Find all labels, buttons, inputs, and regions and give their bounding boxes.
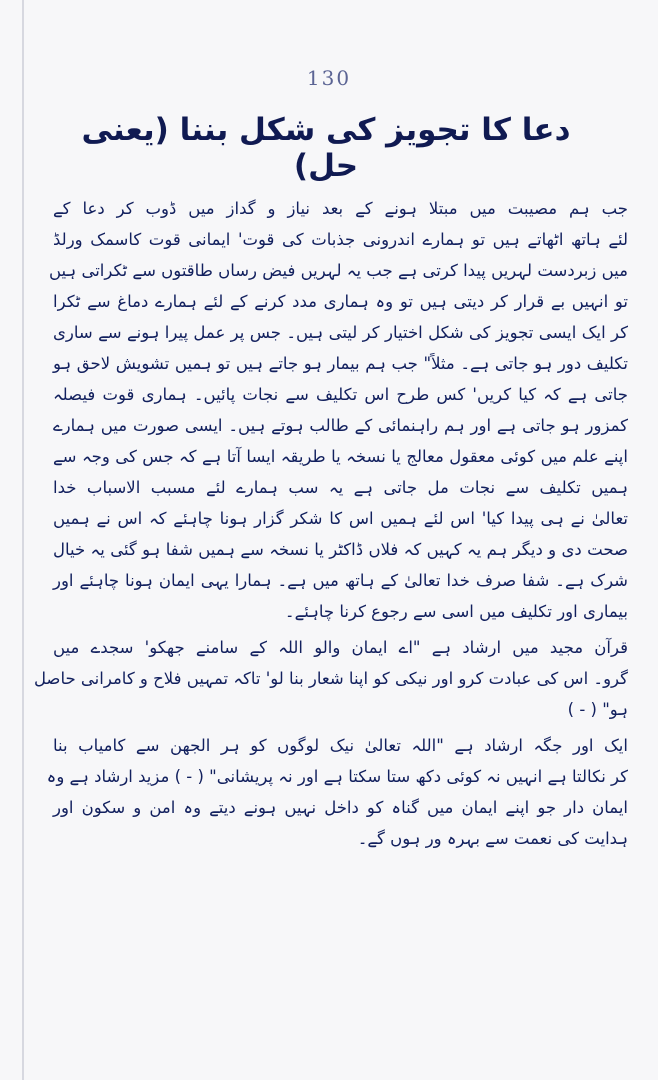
text-line: بیماری اور تکلیف میں اسی سے رجوع کرنا چاہئے۔ <box>284 602 628 621</box>
text-line: قرآن مجید میں ارشاد ہے "اے ایمان والو اللہ کے سامنے جھکو' سجدے میں <box>53 638 628 657</box>
text-line: ہو" ( - ) <box>567 700 628 719</box>
text-line: لئے ہاتھ اٹھاتے ہیں تو ہمارے اندرونی جذبات کی قوت' ایمانی قوت کاسمک ورلڈ <box>53 230 628 249</box>
text-line: ہمیں تکلیف سے نجات مل جاتی ہے یہ سب ہمارے لئے مسبب الاسباب خدا <box>53 478 628 497</box>
text-line: کر نکالتا ہے انہیں نہ کوئی دکھ ستا سکتا ہے اور نہ پریشانی" ( - ) مزید ارشاد ہے وہ <box>46 767 628 786</box>
text-line: جب ہم مصیبت میں مبتلا ہونے کے بعد نیاز و گداز میں ڈوب کر دعا کے <box>53 199 628 218</box>
text-line: میں زبردست لہریں پیدا کرتی ہے جب یہ لہریں فیض رساں طاقتوں سے ٹکراتی ہیں <box>49 261 628 280</box>
text-line: ہدایت کی نعمت سے بہرہ ور ہوں گے۔ <box>357 829 628 848</box>
text-line: صحت دی و دیگر ہم یہ کہیں کہ فلاں ڈاکٹر یا نسخہ سے ہمیں شفا ہو گئی یہ خیال <box>53 540 628 559</box>
text-line: اپنے علم میں کوئی معقول معالج یا نسخہ یا طریقہ ایسا آتا ہے کہ جس کی وجہ سے <box>53 447 628 466</box>
page-edge-line <box>22 0 24 1080</box>
text-line: جاتی ہے کہ کیا کریں' کس طرح اس تکلیف سے نجات پائیں۔ ہماری قوت فیصلہ <box>53 385 628 404</box>
text-line: تعالیٰ نے ہی پیدا کیا' اس لئے ہمیں اس کا شکر گزار ہونا چاہئے کہ اس نے ہمیں <box>53 509 628 528</box>
text-line: کر ایک ایسی تجویز کی شکل اختیار کر لیتی ہیں۔ جس پر عمل پیرا ہونے سے ساری <box>53 323 628 342</box>
text-line: تکلیف دور ہو جاتی ہے۔ مثلاً" جب ہم بیمار ہو جاتے ہیں تو ہمیں تشویش لاحق ہو <box>53 354 628 373</box>
chapter-heading: دعا کا تجویز کی شکل بننا (یعنی حل) <box>81 112 571 184</box>
body-text <box>33 193 628 854</box>
text-line: کمزور ہو جاتی ہے اور ہم راہنمائی کے طالب ہوتے ہیں۔ ایسی صورت میں ہمارے <box>53 416 628 435</box>
text-line: گرو۔ اس کی عبادت کرو اور نیکی کو اپنا شعار بنا لو' تاکہ تمہیں فلاح و کامرانی حاصل <box>33 669 628 688</box>
text-line: ایمان دار جو اپنے ایمان میں گناہ کو داخل نہیں ہونے دیتے وہ امن و سکون اور <box>53 798 628 817</box>
page-number: 130 <box>306 66 352 90</box>
text-line: ایک اور جگہ ارشاد ہے "اللہ تعالیٰ نیک لوگوں کو ہر الجھن سے کامیاب بنا <box>53 736 628 755</box>
text-line: تو انہیں بے قرار کر دیتی ہیں تو وہ ہماری مدد کرنے کے لئے ہمارے دماغ سے ٹکرا <box>53 292 628 311</box>
text-line: شرک ہے۔ شفا صرف خدا تعالیٰ کے ہاتھ میں ہے۔ ہمارا یہی ایمان ہونا چاہئے اور <box>53 571 628 590</box>
